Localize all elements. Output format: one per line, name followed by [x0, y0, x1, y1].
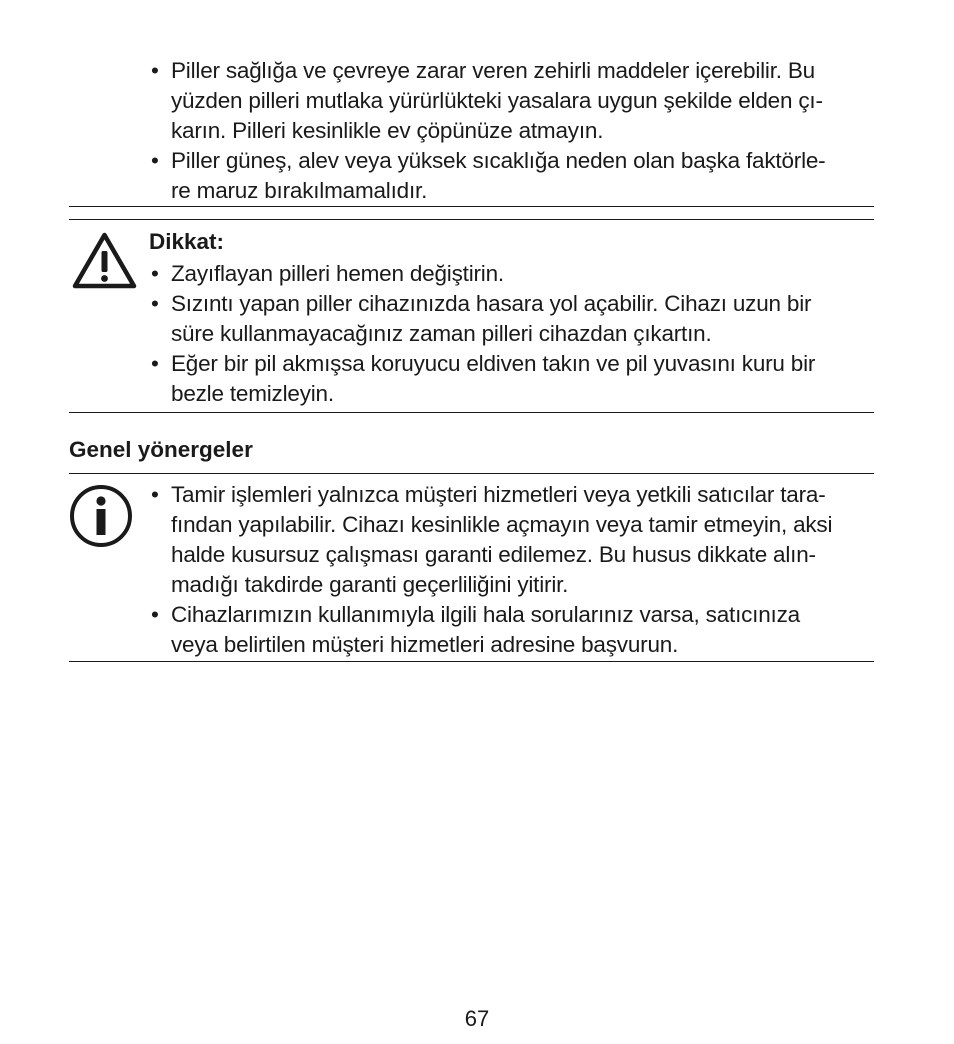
divider — [69, 661, 874, 662]
list-item-line: • Piller güneş, alev veya yüksek sıcaklığa neden olan başka faktörle- — [171, 148, 826, 173]
list-item — [149, 480, 879, 600]
list-item-line: süre kullanmayacağınız zaman pilleri cihazdan çıkartın. — [171, 321, 712, 346]
divider — [69, 473, 874, 474]
divider — [69, 206, 874, 207]
list-item-line: • Zayıflayan pilleri hemen değiştirin. — [171, 261, 504, 286]
divider — [69, 219, 874, 220]
list-item-line: yüzden pilleri mutlaka yürürlükteki yasalara uygun şekilde elden çı- — [171, 88, 823, 113]
caution-list — [149, 259, 879, 409]
page-number: 67 — [464, 1006, 490, 1031]
list-item-line: karın. Pilleri kesinlikle ev çöpünüze atmayın. — [171, 118, 604, 143]
list-item-line: • Sızıntı yapan piller cihazınızda hasara yol açabilir. Cihazı uzun bir — [171, 291, 812, 316]
list-item-line: fından yapılabilir. Cihazı kesinlikle açmayın veya tamir etmeyin, aksi — [171, 512, 833, 537]
list-item-line: madığı takdirde garanti geçerliliğini yitirir. — [171, 572, 569, 597]
list-item-line: veya belirtilen müşteri hizmetleri adresine başvurun. — [171, 632, 679, 657]
general-guidelines-list — [149, 480, 879, 660]
info-icon — [69, 484, 133, 548]
list-item — [149, 349, 879, 409]
list-item — [149, 146, 879, 206]
list-item-line: • Tamir işlemleri yalnızca müşteri hizmetleri veya yetkili satıcılar tara- — [171, 482, 826, 507]
list-item-line: halde kusursuz çalışması garanti edilemez. Bu husus dikkate alın- — [171, 542, 816, 567]
list-item-line: re maruz bırakılmamalıdır. — [171, 178, 428, 203]
battery-disposal-list — [149, 56, 879, 206]
caution-title: Dikkat: — [149, 229, 225, 254]
list-item-line: bezle temizleyin. — [171, 381, 334, 406]
list-item-line: • Cihazlarımızın kullanımıyla ilgili hala sorularınız varsa, satıcınıza — [171, 602, 800, 627]
list-item-line: • Piller sağlığa ve çevreye zarar veren zehirli maddeler içerebilir. Bu — [171, 58, 815, 83]
warning-triangle-icon — [71, 231, 138, 290]
list-item — [149, 259, 879, 289]
list-item-line: • Eğer bir pil akmışsa koruyucu eldiven takın ve pil yuvasını kuru bir — [171, 351, 816, 376]
divider — [69, 412, 874, 413]
section-heading: Genel yönergeler — [69, 437, 253, 462]
list-item — [149, 56, 879, 146]
list-item — [149, 289, 879, 349]
list-item — [149, 600, 879, 660]
